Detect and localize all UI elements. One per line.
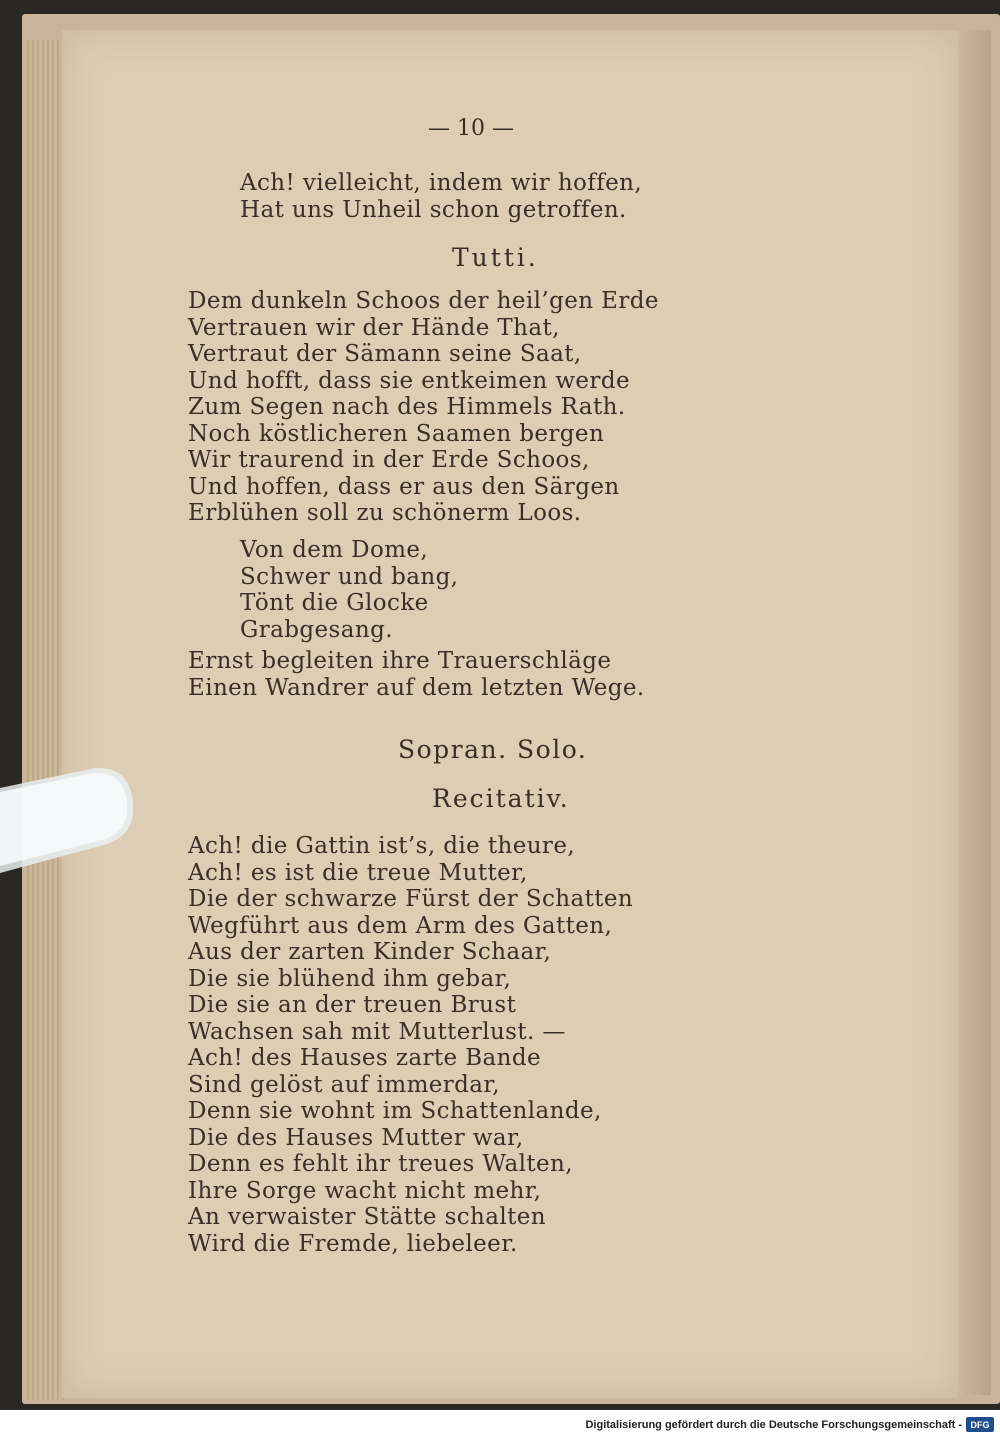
stanza-tutti [188,288,659,527]
verse-line: Grabgesang. [240,616,393,643]
verse-line: Einen Wandrer auf dem letzten Wege. [188,674,645,701]
page-edges [24,40,64,1400]
stanza-intro [240,170,642,223]
verse-line: Zum Segen nach des Himmels Rath. [188,394,626,420]
page-number: — 10 — [428,116,514,141]
page-back-edge [955,30,991,1395]
verse-line: Die sie blühend ihm gebar, [188,965,512,992]
verse-line: Denn es fehlt ihr treues Walten, [188,1151,573,1177]
verse-line: Aus der zarten Kinder Schaar, [188,939,552,965]
funding-credit: Digitalisierung gefördert durch die Deutsche Forschungsgemeinschaft - [585,1419,962,1431]
verse-line: Noch köstlicheren Saamen bergen [188,420,605,447]
verse-line: Und hoffen, dass er aus den Särgen [188,473,620,500]
verse-line: An verwaister Stätte schalten [188,1204,547,1230]
verse-line: Und hofft, dass sie entkeimen werde [188,367,630,394]
verse-line: Die des Hauses Mutter war, [188,1124,524,1151]
stanza-recitativ [188,833,633,1257]
heading-recitativ: Recitativ. [432,784,570,813]
verse-line: Wir traurend in der Erde Schoos, [188,447,590,473]
verse-line: Sind gelöst auf immerdar, [188,1071,500,1098]
verse-line: Schwer und bang, [240,563,459,590]
verse-line: Vertrauen wir der Hände That, [188,314,560,341]
stanza-wanderer [188,648,645,701]
heading-tutti: Tutti. [452,243,539,272]
verse-line: Die sie an der treuen Brust [188,992,517,1018]
verse-line: Ihre Sorge wacht nicht mehr, [188,1177,542,1204]
heading-soprano-solo: Sopran. Solo. [398,735,588,764]
verse-line: Wegführt aus dem Arm des Gatten, [188,912,613,939]
verse-line: Erblühen soll zu schönerm Loos. [188,500,582,526]
holding-clip [0,768,135,873]
stanza-bell [240,537,458,643]
verse-line: Dem dunkeln Schoos der heil’gen Erde [188,288,659,314]
verse-line: Wird die Fremde, liebeleer. [188,1230,518,1257]
verse-line: Ach! des Hauses zarte Bande [188,1045,541,1071]
verse-line: Von dem Dome, [240,537,429,563]
verse-line: Hat uns Unheil schon getroffen. [240,196,627,223]
verse-line: Ach! vielleicht, indem wir hoffen, [240,170,643,196]
verse-line: Vertraut der Sämann seine Saat, [188,341,582,367]
verse-line: Ach! es ist die treue Mutter, [188,859,528,886]
verse-line: Tönt die Glocke [240,590,429,616]
verse-line: Ernst begleiten ihre Trauerschläge [188,648,612,674]
verse-line: Denn sie wohnt im Schattenlande, [188,1098,602,1124]
verse-line: Die der schwarze Fürst der Schatten [188,886,634,912]
verse-line: Wachsen sah mit Mutterlust. — [188,1018,566,1045]
dfg-logo: DFG [966,1417,994,1432]
verse-line: Ach! die Gattin ist’s, die theure, [188,833,576,859]
